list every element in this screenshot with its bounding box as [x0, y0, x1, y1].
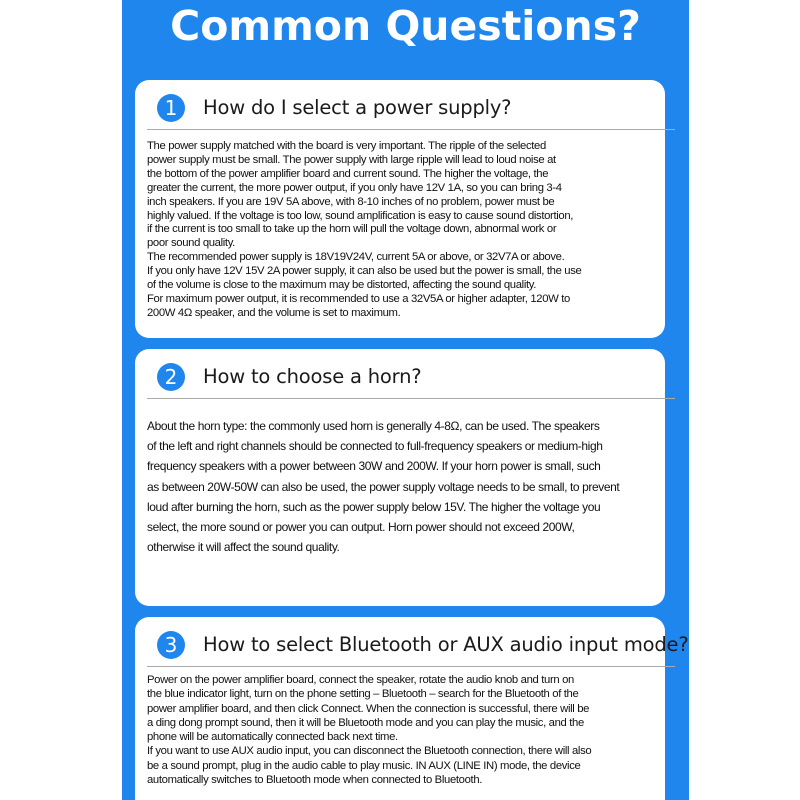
- answer-line: of the volume is close to the maximum may be distorted, affecting the sound quality.: [147, 279, 537, 292]
- answer-line: inch speakers. If you are 19V 5A above, with 8-10 inches of no problem, power must be: [147, 195, 555, 208]
- faq-panel: [122, 0, 689, 800]
- question-title: How to select Bluetooth or AUX audio input mode?: [203, 633, 689, 656]
- number-badge: 1: [157, 94, 185, 122]
- answer-line: of the left and right channels should be connected to full-frequency speakers or medium-high: [147, 439, 603, 454]
- card-header: [135, 617, 689, 669]
- answer-text: [147, 140, 655, 321]
- answer-line: power amplifier board, and then click Connect. When the connection is successful, there will be: [147, 702, 590, 715]
- answer-text: [147, 416, 655, 557]
- answer-line: loud after burning the horn, such as the power supply below 15V. The higher the voltage you: [147, 499, 601, 514]
- answer-line: be a sound prompt, plug in the audio cable to play music. IN AUX (LINE IN) mode, the device: [147, 759, 581, 772]
- answer-line: select, the more sound or power you can output. Horn power should not exceed 200W,: [147, 520, 575, 535]
- answer-line: the blue indicator light, turn on the phone setting – Bluetooth – search for the Bluetooth of the: [147, 688, 579, 701]
- answer-line: power supply must be small. The power supply with large ripple will lead to loud noise at: [147, 153, 556, 166]
- answer-line: The power supply matched with the board is very important. The ripple of the selected: [147, 140, 546, 152]
- divider: [147, 129, 675, 130]
- answer-line: If you only have 12V 15V 2A power supply, it can also be used but the power is small, the use: [147, 265, 582, 278]
- faq-card-bluetooth-aux: [135, 617, 689, 800]
- faq-card-power-supply: [135, 80, 665, 338]
- answer-line: 200W 4Ω speaker, and the volume is set to maximum.: [147, 306, 401, 319]
- answer-line: the bottom of the power amplifier board and current sound. The higher the voltage, the: [147, 167, 549, 180]
- card-header: [135, 80, 665, 132]
- answer-line: The recommended power supply is 18V19V24V, current 5A or above, or 32V7A or above.: [147, 251, 565, 264]
- answer-line: automatically switches to Bluetooth mode when connected to Bluetooth.: [147, 774, 483, 787]
- answer-line: as between 20W-50W can also be used, the power supply voltage needs to be small, to prevent: [147, 479, 620, 494]
- answer-line: For maximum power output, it is recommended to use a 32V5A or higher adapter, 120W to: [147, 292, 570, 305]
- answer-line: If you want to use AUX audio input, you can disconnect the Bluetooth connection, there will also: [147, 745, 592, 758]
- answer-text: [147, 673, 655, 787]
- answer-line: About the horn type: the commonly used horn is generally 4-8Ω, can be used. The speakers: [147, 419, 600, 433]
- page-title: Common Questions?: [170, 2, 641, 50]
- answer-line: if the current is too small to take up the horn will pull the voltage down, abnormal work or: [147, 223, 557, 236]
- answer-line: greater the current, the more power output, if you only have 12V 1A, so you can bring 3-4: [147, 181, 562, 194]
- number-badge: 3: [157, 631, 185, 659]
- answer-line: otherwise it will affect the sound quality.: [147, 540, 340, 555]
- question-title: How do I select a power supply?: [203, 96, 512, 119]
- number-badge: 2: [157, 363, 185, 391]
- answer-line: poor sound quality.: [147, 237, 235, 250]
- answer-line: phone will be automatically connected back next time.: [147, 731, 398, 744]
- divider: [147, 398, 675, 399]
- answer-line: frequency speakers with a power between 30W and 200W. If your horn power is small, such: [147, 459, 601, 474]
- divider: [147, 666, 675, 667]
- answer-line: Power on the power amplifier board, connect the speaker, rotate the audio knob and turn on: [147, 674, 574, 686]
- answer-line: a ding dong prompt sound, then it will be Bluetooth mode and you can play the music, and the: [147, 716, 584, 729]
- card-header: [135, 349, 665, 401]
- answer-line: highly valued. If the voltage is too low, sound amplification is easy to cause sound distortion,: [147, 209, 574, 222]
- question-title: How to choose a horn?: [203, 365, 422, 388]
- faq-card-horn: [135, 349, 665, 606]
